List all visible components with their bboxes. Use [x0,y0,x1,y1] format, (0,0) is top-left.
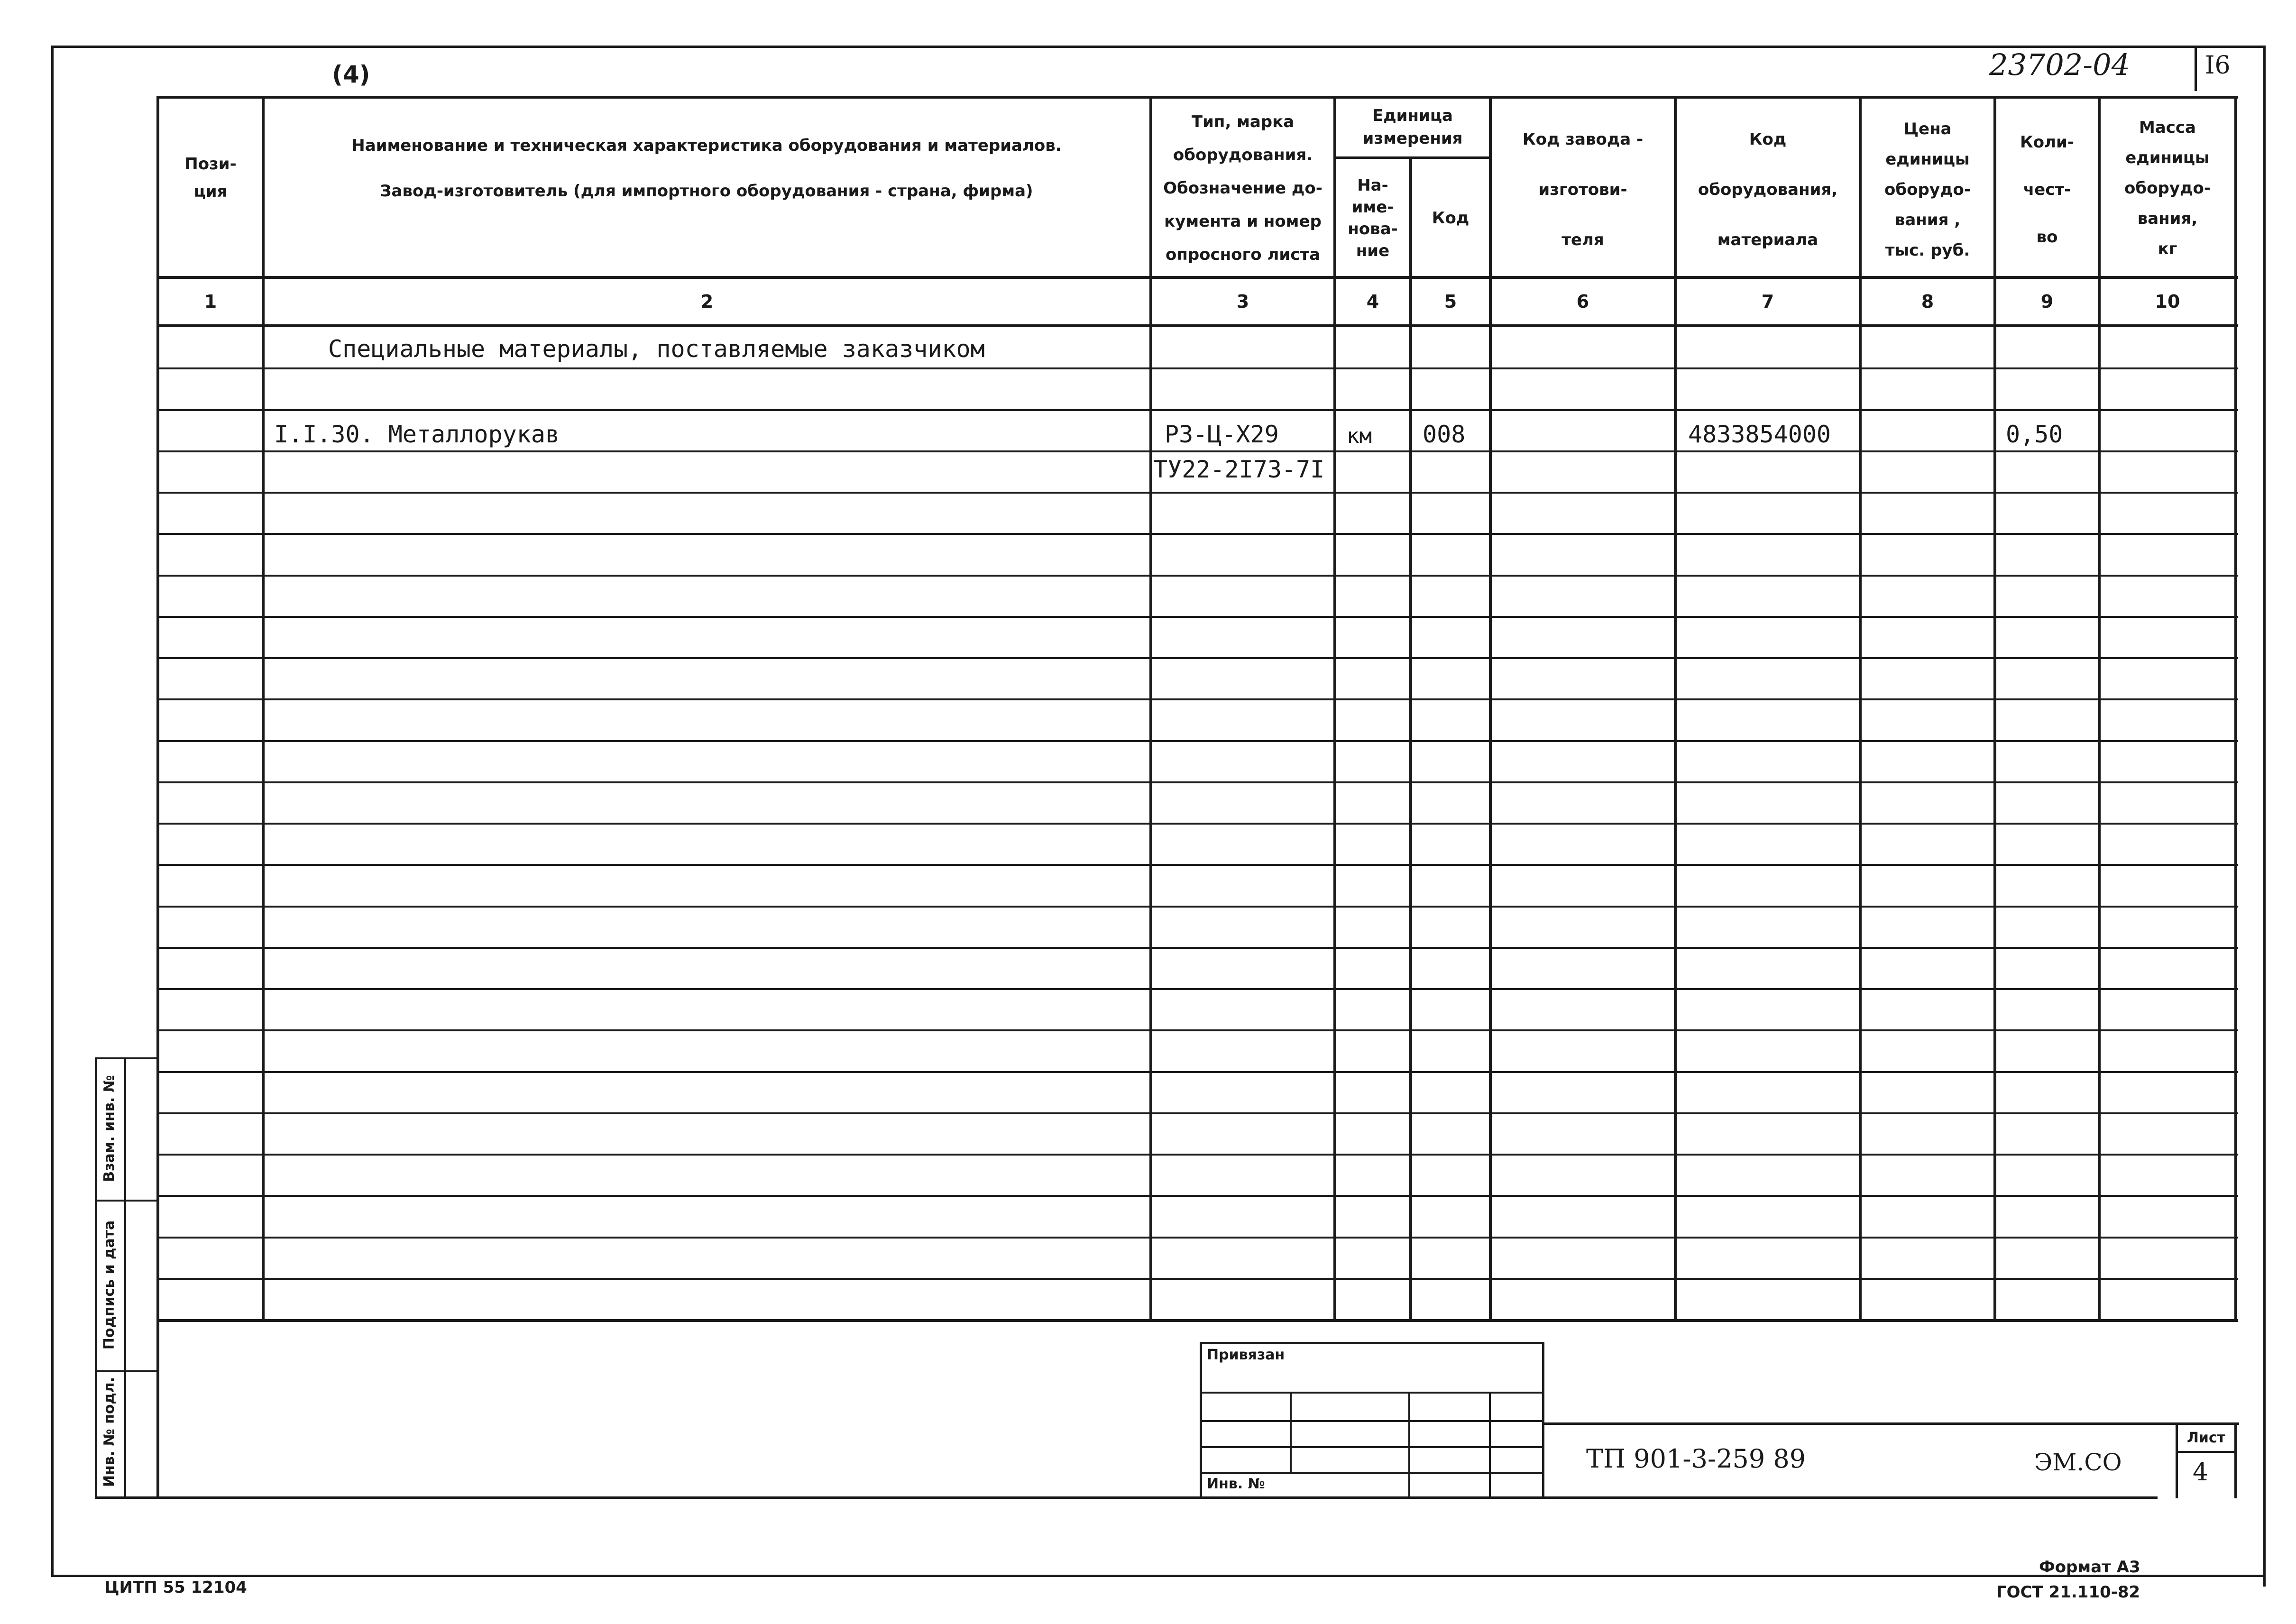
stamp-col-2 [1408,1392,1410,1498]
table-row-line [156,823,2238,825]
footer-left: ЦИТП 55 12104 [104,1578,247,1597]
titleblock-top [1542,1422,2239,1425]
col-line-10 [2234,96,2237,1322]
colnum-bottom [156,324,2238,327]
table-row-line [156,367,2238,369]
footer-gost: ГОСТ 21.110-82 [1996,1583,2140,1602]
side-label-sign-date: Подпись и дата [101,1220,118,1350]
table-row-line [156,657,2238,659]
titleblock-right [2234,1422,2237,1498]
header-material-code: Код оборудования, материала [1698,130,1838,249]
table-row-line [156,575,2238,577]
outer-frame-bottom [51,1575,2266,1577]
footer-format: Формат А3 [2039,1558,2140,1577]
outer-frame-top [51,46,2266,48]
stamp-col-1 [1290,1392,1292,1472]
outer-frame-right [2263,46,2266,1587]
table-row-line [156,781,2238,783]
stamp-row-3 [1200,1446,1544,1448]
side-label-instead-inv: Взам. инв. № [101,1075,118,1182]
table-row-line [156,947,2238,949]
header-unit-group: Единица измерения [1362,106,1463,148]
side-strip-mid [124,1057,126,1498]
unit-group-divider [1333,156,1492,159]
stamp-row-1 [1200,1392,1544,1394]
table-row-line [156,1237,2238,1239]
item-name: I.I.30. Металлорукав [274,421,560,448]
item-unit: км [1347,424,1372,448]
table-row-line [156,492,2238,494]
table-row-line [156,988,2238,990]
colnum-4: 4 [1366,291,1379,312]
colnum-10: 10 [2155,291,2180,312]
table-top [156,96,2238,99]
table-row-line [156,698,2238,700]
header-name: Наименование и техническая характеристика оборудования и материалов. Завод-изготовитель (для импортного оборудования - страна, фирма) [351,136,1062,201]
header-type: Тип, марка оборудования. Обозначение до- кумента и номер опросного листа [1163,112,1322,264]
header-mass: Масса единицы оборудо- вания, кг [2124,118,2211,258]
colnum-1: 1 [204,291,217,312]
table-row-line [156,533,2238,535]
header-price: Цена единицы оборудо- вания , тыс. руб. [1884,119,1971,260]
table-row-line [156,450,2238,452]
stamp-sheet-label: Лист [2187,1430,2226,1446]
stamp-code: ЭМ.СО [2034,1449,2122,1476]
item-quantity: 0,50 [2006,421,2063,448]
section-title: Специальные материалы, поставляемые заказчиком [328,335,985,363]
stamp-top [1200,1342,1544,1344]
table-row-line [156,1195,2238,1197]
header-position: Пози- ция [184,155,237,201]
sheet-label: (4) [332,61,370,88]
header-unit-name: На- име- нова- ние [1348,176,1398,260]
stamp-sheet-number: 4 [2193,1458,2209,1486]
side-strip-bottom [95,1496,2158,1499]
colnum-6: 6 [1576,291,1589,312]
table-row-line [156,1112,2238,1114]
colnum-3: 3 [1236,291,1249,312]
stamp-bound: Привязан [1207,1347,1285,1363]
table-row-line [156,1278,2238,1280]
table-row-line [156,906,2238,908]
stamp-row-2 [1200,1420,1544,1422]
side-label-inv-orig: Инв. № подл. [101,1376,118,1487]
item-unit-code: 008 [1423,421,1466,448]
table-row-line [156,1029,2238,1031]
header-quantity: Коли- чест- во [2020,133,2074,247]
item-doc: ТУ22-2I73-7I [1153,456,1325,483]
table-row-line [156,1071,2238,1073]
outer-frame-left [51,46,54,1577]
table-row-line [156,740,2238,742]
table-row-line [156,616,2238,618]
header-unit-code: Код [1432,209,1469,228]
page-number-top: I6 [2205,51,2231,80]
titleblock-sheet-left [2176,1422,2178,1498]
header-manufacturer-code: Код завода - изготови- теля [1522,130,1644,249]
handwritten-doc-number: 23702-04 [1989,47,2131,82]
side-strip-top [95,1057,156,1059]
stamp-inv-no: Инв. № [1207,1476,1265,1492]
table-row-line [156,1154,2238,1156]
colnum-5: 5 [1444,291,1457,312]
side-strip-left [95,1057,97,1498]
titleblock-sheet-div [2176,1451,2237,1453]
stamp-col-3 [1489,1392,1491,1498]
stamp-designation: ТП 901-3-259 89 [1586,1444,1806,1474]
colnum-7: 7 [1761,291,1774,312]
item-type: Р3-Ц-Х29 [1165,421,1279,448]
side-strip-div1 [95,1200,156,1202]
col-line-4 [1409,156,1412,1322]
page-box-left [2195,46,2197,91]
colnum-8: 8 [1921,291,1934,312]
table-row-line [156,409,2238,411]
stamp-row-4 [1200,1472,1544,1474]
table-row-line [156,864,2238,866]
item-material-code: 4833854000 [1688,421,1831,448]
colnum-2: 2 [700,291,714,312]
table-bottom [156,1319,2238,1322]
colnum-9: 9 [2040,291,2054,312]
